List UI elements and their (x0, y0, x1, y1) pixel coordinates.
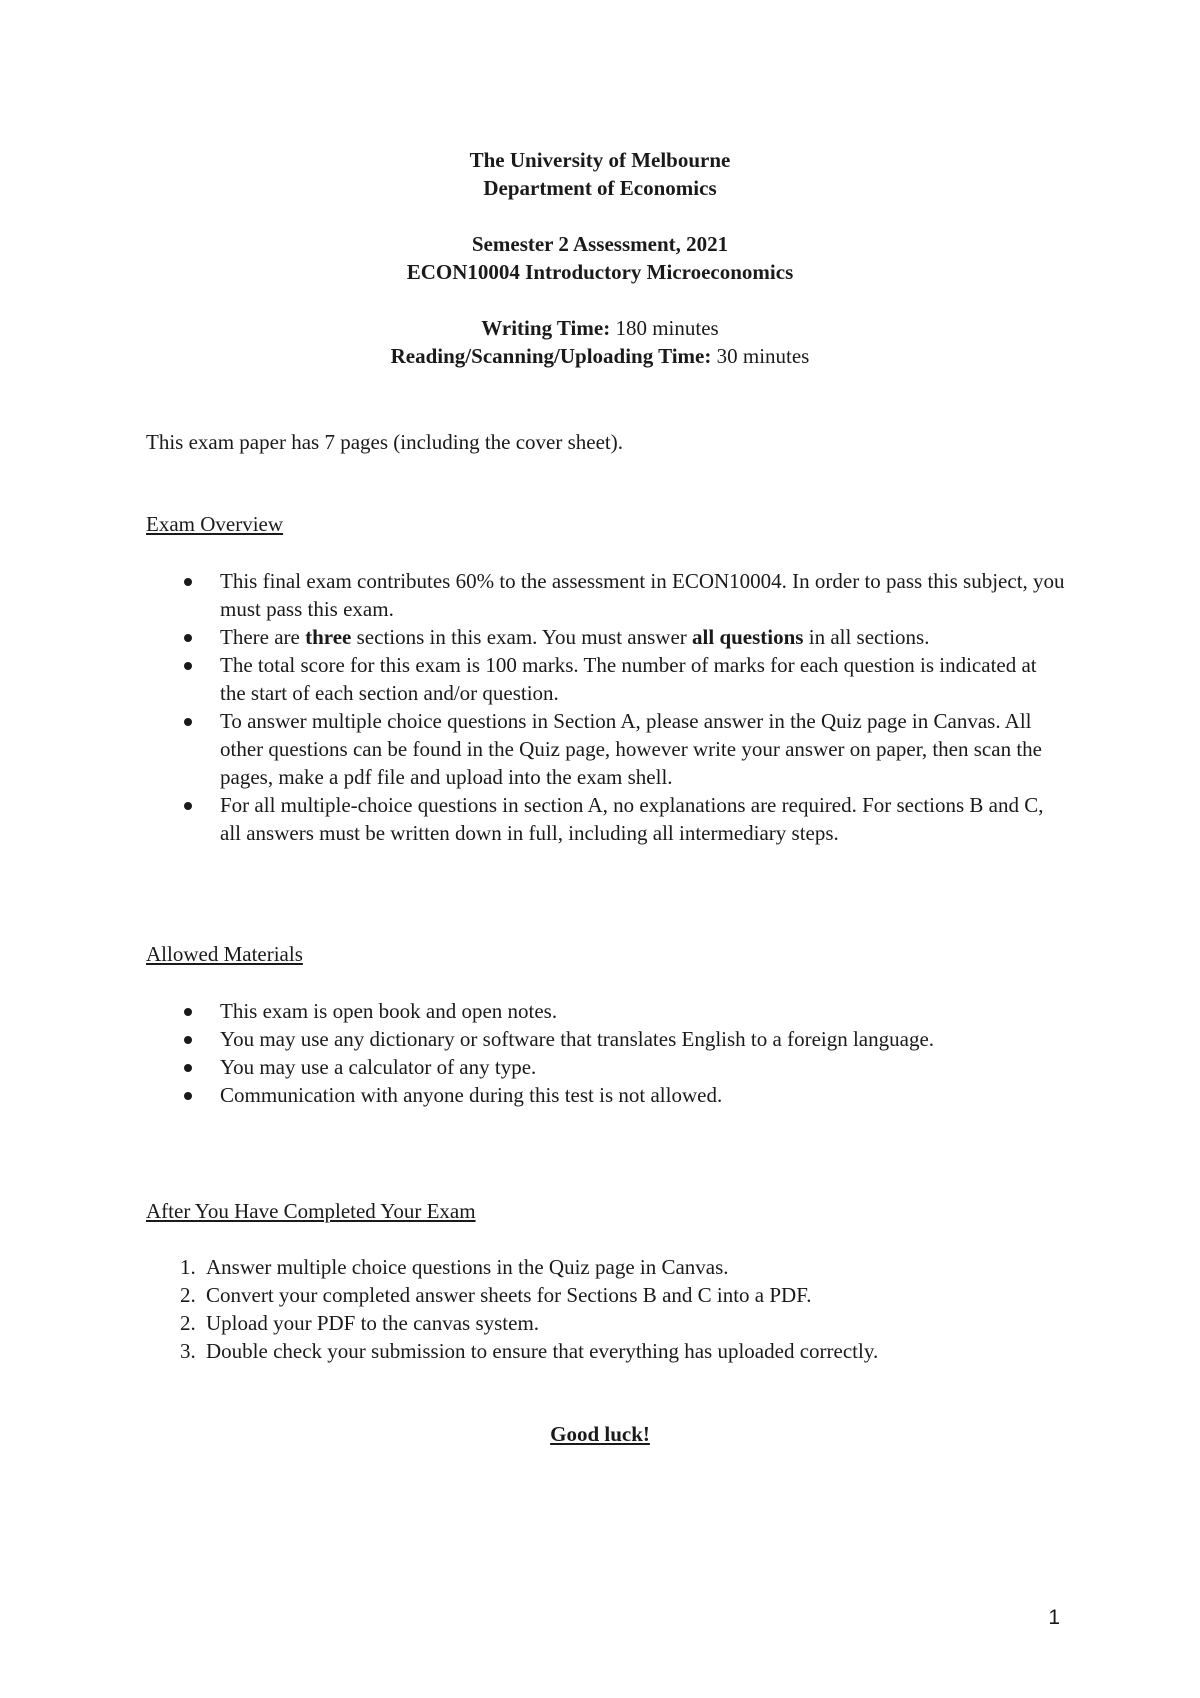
list-item: This exam is open book and open notes. (146, 997, 1066, 1025)
list-item: This final exam contributes 60% to the assessment in ECON10004. In order to pass this subject, you must pass this exam. (146, 567, 1066, 623)
list-item: 2. Upload your PDF to the canvas system. (180, 1311, 540, 1335)
exam-overview-heading: Exam Overview (146, 512, 284, 536)
bullet-icon (184, 1064, 192, 1072)
title-block (0, 146, 1200, 202)
bullet-icon (184, 1036, 192, 1044)
bullet-icon (184, 802, 192, 810)
writing-time (0, 314, 1200, 342)
course-title: ECON10004 Introductory Microeconomics (406, 260, 794, 284)
list-item: You may use a calculator of any type. (146, 1053, 1066, 1081)
list-item: 3. Double check your submission to ensure that everything has uploaded correctly. (180, 1339, 879, 1363)
list-item: To answer multiple choice questions in Section A, please answer in the Quiz page in Canvas. All other questions can be found in the Quiz page, however write your answer on paper, then scan the pages, make a pdf file and upload into the exam shell. (146, 707, 1066, 791)
exam-overview-list (146, 567, 1066, 847)
after-exam-steps (180, 1253, 1080, 1365)
bullet-icon (184, 1092, 192, 1100)
course-block (0, 230, 1200, 286)
reading-time (0, 342, 1200, 370)
writing-time-value: 180 minutes (610, 316, 719, 340)
list-item: There are three sections in this exam. You must answer all questions in all sections. (146, 623, 1066, 651)
university-name: The University of Melbourne (469, 148, 731, 172)
semester-title: Semester 2 Assessment, 2021 (471, 232, 729, 256)
intro-text: This exam paper has 7 pages (including the cover sheet). (146, 430, 624, 454)
list-item: 1. Answer multiple choice questions in the Quiz page in Canvas. (180, 1255, 729, 1279)
bullet-icon (184, 718, 192, 726)
bullet-icon (184, 634, 192, 642)
page-number: 1 (1048, 1606, 1060, 1629)
after-exam-heading: After You Have Completed Your Exam (146, 1199, 476, 1223)
allowed-materials-list (146, 997, 1066, 1109)
bullet-icon (184, 578, 192, 586)
time-block (0, 314, 1200, 370)
list-item: You may use any dictionary or software that translates English to a foreign language. (146, 1025, 1066, 1053)
reading-time-value: 30 minutes (711, 344, 810, 368)
good-luck-text: Good luck! (550, 1422, 650, 1446)
allowed-materials-heading: Allowed Materials (146, 942, 303, 966)
department-name: Department of Economics (483, 176, 717, 200)
list-item: The total score for this exam is 100 marks. The number of marks for each question is indicated at the start of each section and/or question. (146, 651, 1066, 707)
bullet-icon (184, 662, 192, 670)
reading-time-label: Reading/Scanning/Uploading Time: (390, 344, 712, 368)
list-item: 2. Convert your completed answer sheets for Sections B and C into a PDF. (180, 1283, 812, 1307)
list-item: For all multiple-choice questions in section A, no explanations are required. For sections B and C, all answers must be written down in full, including all intermediary steps. (146, 791, 1066, 847)
writing-time-label: Writing Time: (481, 316, 611, 340)
list-item: Communication with anyone during this test is not allowed. (146, 1081, 1066, 1109)
bullet-icon (184, 1008, 192, 1016)
